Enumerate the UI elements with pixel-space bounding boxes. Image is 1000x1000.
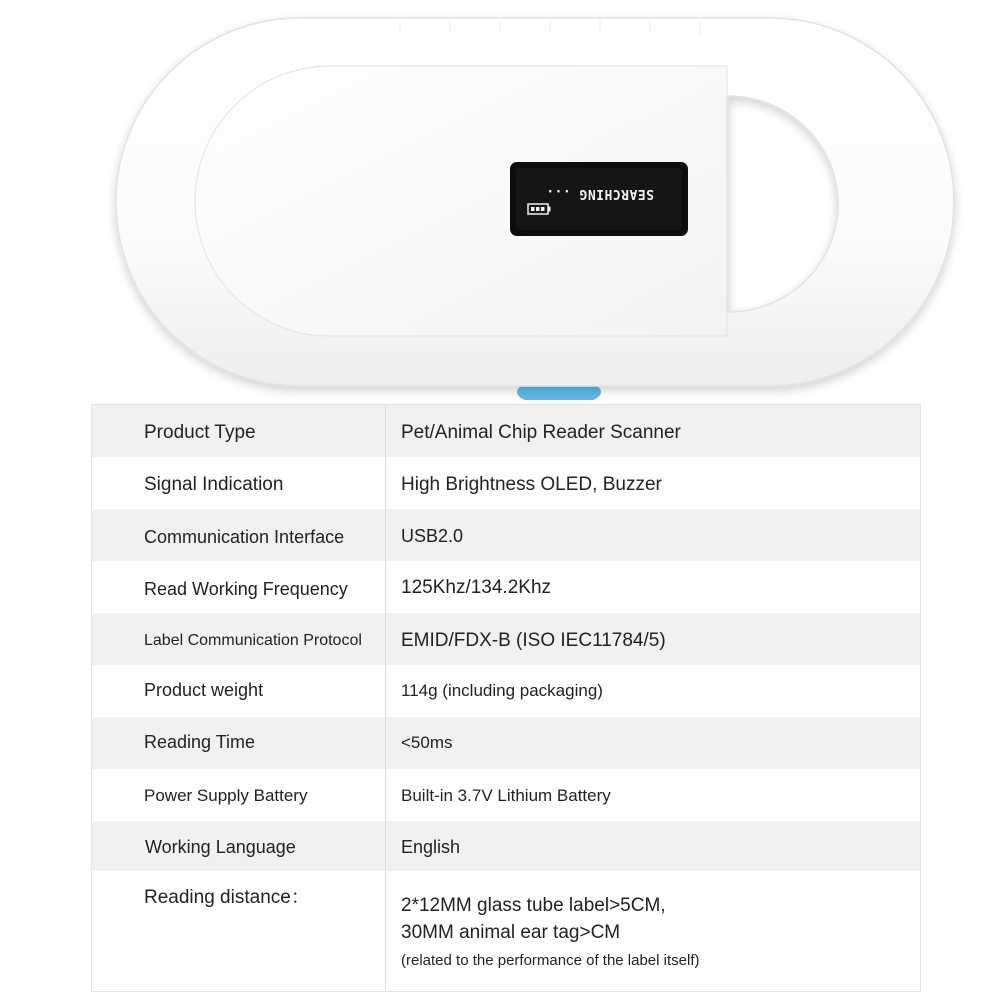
spec-label: Product Type xyxy=(144,422,256,443)
table-row xyxy=(92,561,920,613)
spec-label: Reading Time xyxy=(144,732,256,752)
column-divider xyxy=(385,717,386,769)
table-row xyxy=(92,457,920,509)
spec-label: Label Communication Protocol xyxy=(144,632,362,649)
table-row xyxy=(92,613,920,665)
spec-value: English xyxy=(401,837,461,857)
column-divider xyxy=(385,509,386,561)
spec-value: High Brightness OLED, Buzzer xyxy=(401,474,662,495)
table-row xyxy=(92,405,920,457)
spec-value: Built-in 3.7V Lithium Battery xyxy=(401,786,611,805)
spec-value: Pet/Animal Chip Reader Scanner xyxy=(401,422,681,443)
spec-value: USB2.0 xyxy=(401,526,464,546)
spec-label: Product weight xyxy=(144,680,264,700)
spec-value: EMID/FDX-B (ISO IEC11784/5) xyxy=(401,630,666,651)
table-row xyxy=(92,871,920,991)
spec-table xyxy=(91,404,921,992)
spec-value-note: (related to the performance of the label itself) xyxy=(401,952,700,969)
scanner-device-graphic xyxy=(0,0,1000,400)
column-divider xyxy=(385,665,386,717)
spec-value-line1: 2*12MM glass tube label>5CM, xyxy=(401,895,666,916)
column-divider xyxy=(385,821,386,871)
scanner-device-illustration xyxy=(0,0,1000,400)
table-row xyxy=(92,665,920,717)
column-divider xyxy=(385,405,386,457)
oled-status-text: SEARCHING ... xyxy=(545,186,654,201)
spec-label: Working Language xyxy=(145,837,296,857)
spec-label: Reading distance： xyxy=(144,887,310,908)
spec-value-line2: 30MM animal ear tag>CM xyxy=(401,922,621,943)
spec-value: 114g (including packaging) xyxy=(401,681,603,700)
table-row xyxy=(92,821,920,871)
column-divider xyxy=(385,769,386,821)
table-row xyxy=(92,717,920,769)
column-divider xyxy=(385,561,386,613)
spec-value: <50ms xyxy=(401,733,453,752)
spec-value: 125Khz/134.2Khz xyxy=(401,577,552,598)
spec-label: Communication Interface xyxy=(144,527,345,547)
table-row xyxy=(92,509,920,561)
spec-label: Read Working Frequency xyxy=(144,579,348,599)
column-divider xyxy=(385,457,386,509)
column-divider xyxy=(385,613,386,665)
table-row xyxy=(92,769,920,821)
spec-label: Power Supply Battery xyxy=(144,786,308,805)
column-divider xyxy=(385,871,386,991)
spec-label: Signal Indication xyxy=(144,474,284,495)
